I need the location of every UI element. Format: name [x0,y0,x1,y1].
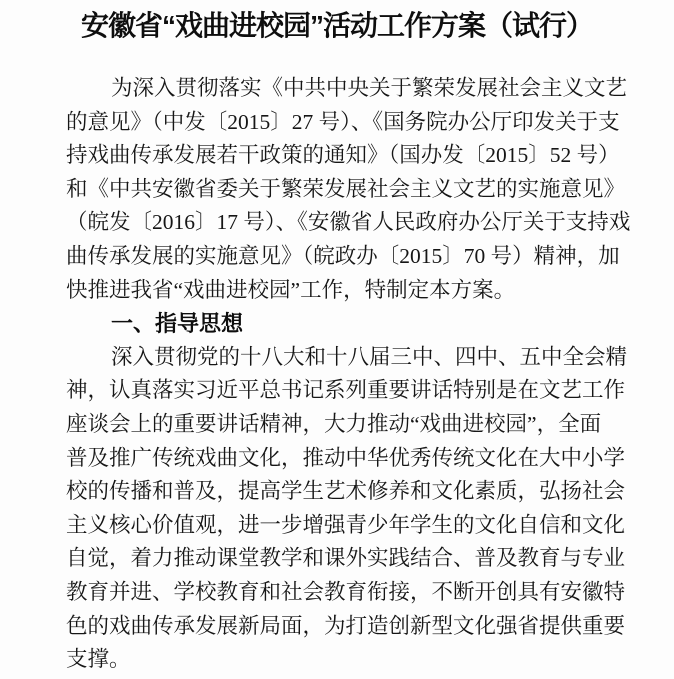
text-line: 神，认真落实习近平总书记系列重要讲话特别是在文艺工作 [66,378,626,403]
text-line: 支撑。 [66,647,131,672]
text-line: 色的戏曲传承发展新局面，为打造创新型文化强省提供重要 [66,613,626,638]
text-line: 持戏曲传承发展若干政策的通知》（国办发〔2015〕52 号） [66,143,620,168]
text-line: 曲传承发展的实施意见》（皖政办〔2015〕70 号）精神，加 [66,243,620,268]
text-line: （皖发〔2016〕17 号）、《安徽省人民政府办公厅关于支持戏 [66,210,631,235]
text-line: 自觉，着力推动课堂教学和课外实践结合、普及教育与专业 [66,546,626,571]
text-line: 和《中共安徽省委关于繁荣发展社会主义文艺的实施意见》 [66,176,626,201]
text-line: 主义核心价值观，进一步增强青少年学生的文化自信和文化 [66,512,626,537]
text-line: 校的传播和普及，提高学生艺术修养和文化素质，弘扬社会 [66,479,626,504]
document-body [66,72,631,677]
text-line: 的意见》（中发〔2015〕27 号）、《国务院办公厅印发关于支 [66,109,620,134]
document-title: 安徽省“戏曲进校园”活动工作方案（试行） [80,10,593,41]
text-line: 快推进我省“戏曲进校园”工作，特制定本方案。 [66,277,516,302]
text-line: 教育并进、学校教育和社会教育衔接，不断开创具有安徽特 [66,579,626,604]
text-line: 深入贯彻党的十八大和十八届三中、四中、五中全会精 [111,344,628,369]
text-line: 普及推广传统戏曲文化，推动中华优秀传统文化在大中小学 [66,445,626,470]
text-line: 为深入贯彻落实《中共中央关于繁荣发展社会主义文艺 [111,76,628,100]
text-line: 座谈会上的重要讲话精神，大力推动“戏曲进校园”，全面 [66,411,602,436]
section-heading: 一、指导思想 [111,311,244,337]
